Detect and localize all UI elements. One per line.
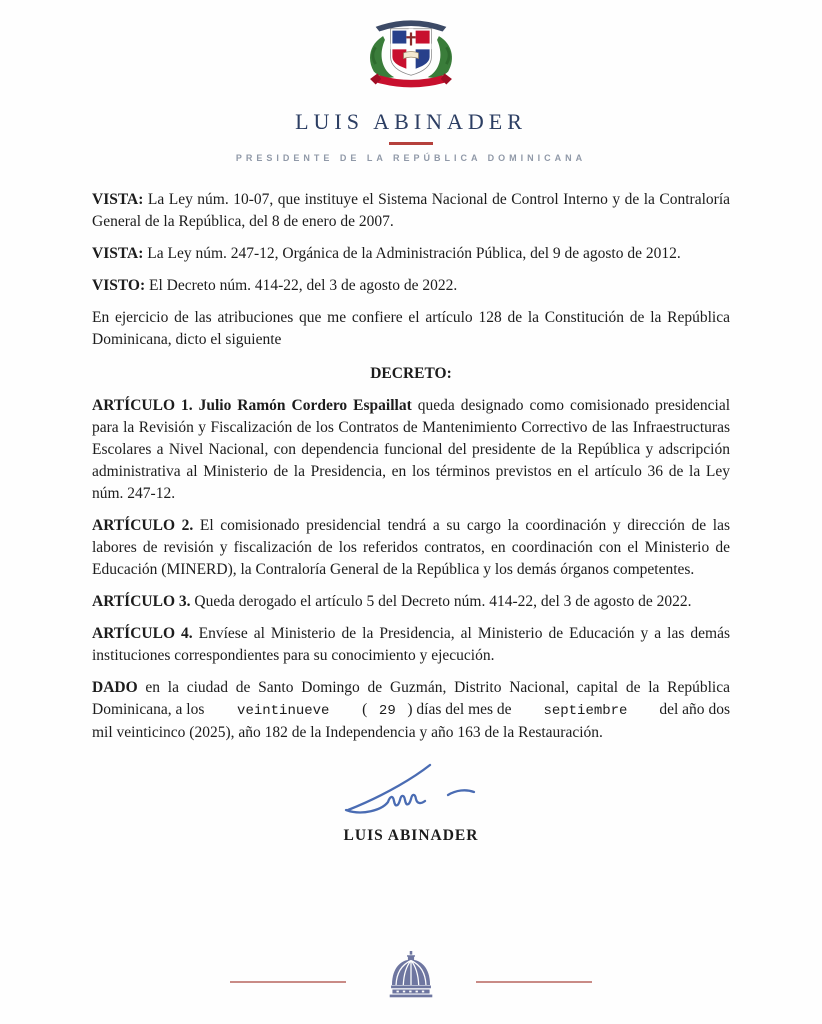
decree-heading: DECRETO:: [370, 365, 452, 382]
signature-ink-image: [326, 807, 496, 824]
vista-text: La Ley núm. 247-12, Orgánica de la Administración Pública, del 9 de agosto de 2012.: [147, 245, 681, 262]
dado-text-1: en la ciudad de Santo Domingo de Guzmán, Distrito Nacional, capital de la República Dominicana, a los: [92, 679, 730, 718]
article-label: ARTÍCULO 1.: [92, 397, 193, 414]
vista-paragraph-1: [92, 189, 730, 233]
article-label: ARTÍCULO 3.: [92, 593, 191, 610]
article-label: ARTÍCULO 2.: [92, 517, 194, 534]
designee-name: Julio Ramón Cordero Espaillat: [198, 397, 412, 414]
signatory-name: LUIS ABINADER: [343, 827, 479, 844]
footer-rule-right: [476, 981, 592, 983]
national-palace-dome-icon: [382, 949, 440, 1006]
article-text: queda designado como comisionado presidencial para la Revisión y Fiscalización de los Contratos de Mantenimiento Correctivo de las Infraestructuras Escolares a Nivel Nacional, con dependencia funcional del presidente de la República y adscripción administrativa al Ministerio de la Presidencia, en los términos previstos en el artículo 36 de la Ley núm. 247-12.: [92, 397, 731, 502]
dado-text-2: días del mes de: [416, 701, 512, 718]
day-word-fill-in: veintinueve: [237, 703, 330, 719]
dado-text-3: del año dos mil veinticinco (2025), año 182 de la Independencia y año 163 de la Restauración.: [92, 701, 730, 741]
dado-label: DADO: [92, 679, 138, 696]
decree-body: [92, 189, 730, 744]
article-1-paragraph: [92, 395, 730, 505]
visto-label: VISTO:: [92, 277, 146, 294]
article-text: Queda derogado el artículo 5 del Decreto núm. 414-22, del 3 de agosto de 2022.: [194, 593, 692, 610]
paren-close: ): [407, 701, 413, 718]
paren-open: (: [362, 701, 368, 718]
article-2-paragraph: [92, 515, 730, 581]
preamble-paragraph: En ejercicio de las atribuciones que me confiere el artículo 128 de la Constitución de la República Dominicana, dicto el siguiente: [92, 309, 730, 348]
article-4-paragraph: [92, 623, 730, 667]
vista-label: VISTA:: [92, 245, 144, 262]
presidential-letterhead: [0, 0, 822, 163]
signature-block: [0, 762, 822, 845]
coat-of-arms-icon: [355, 12, 467, 97]
president-name-title: LUIS ABINADER: [295, 109, 527, 134]
visto-paragraph: [92, 275, 730, 297]
vista-paragraph-2: [92, 243, 730, 265]
article-text: El comisionado presidencial tendrá a su cargo la coordinación y dirección de las labores de revisión y fiscalización de los referidos contratos, en coordinación con el Ministerio de Educación (MINERD), la Contraloría General de la República y los demás órganos competentes.: [92, 517, 731, 578]
article-text: Envíese al Ministerio de la Presidencia, al Ministerio de Educación y a las demás instituciones correspondientes para su conocimiento y ejecución.: [92, 625, 731, 664]
footer-rule-left: [230, 981, 346, 983]
article-3-paragraph: [92, 591, 730, 613]
month-fill-in: septiembre: [543, 703, 628, 719]
article-label: ARTÍCULO 4.: [92, 625, 193, 642]
dado-paragraph: [92, 677, 730, 744]
visto-text: El Decreto núm. 414-22, del 3 de agosto de 2022.: [149, 277, 458, 294]
day-number-fill-in: 29: [378, 703, 396, 719]
vista-label: VISTA:: [92, 191, 144, 208]
vista-text: La Ley núm. 10-07, que instituye el Sistema Nacional de Control Interno y de la Contraloría General de la República, del 8 de enero de 2007.: [92, 191, 730, 230]
president-subtitle: PRESIDENTE DE LA REPÚBLICA DOMINICANA: [235, 153, 587, 163]
red-divider-rule: [389, 142, 433, 145]
page-footer: [0, 949, 822, 1006]
